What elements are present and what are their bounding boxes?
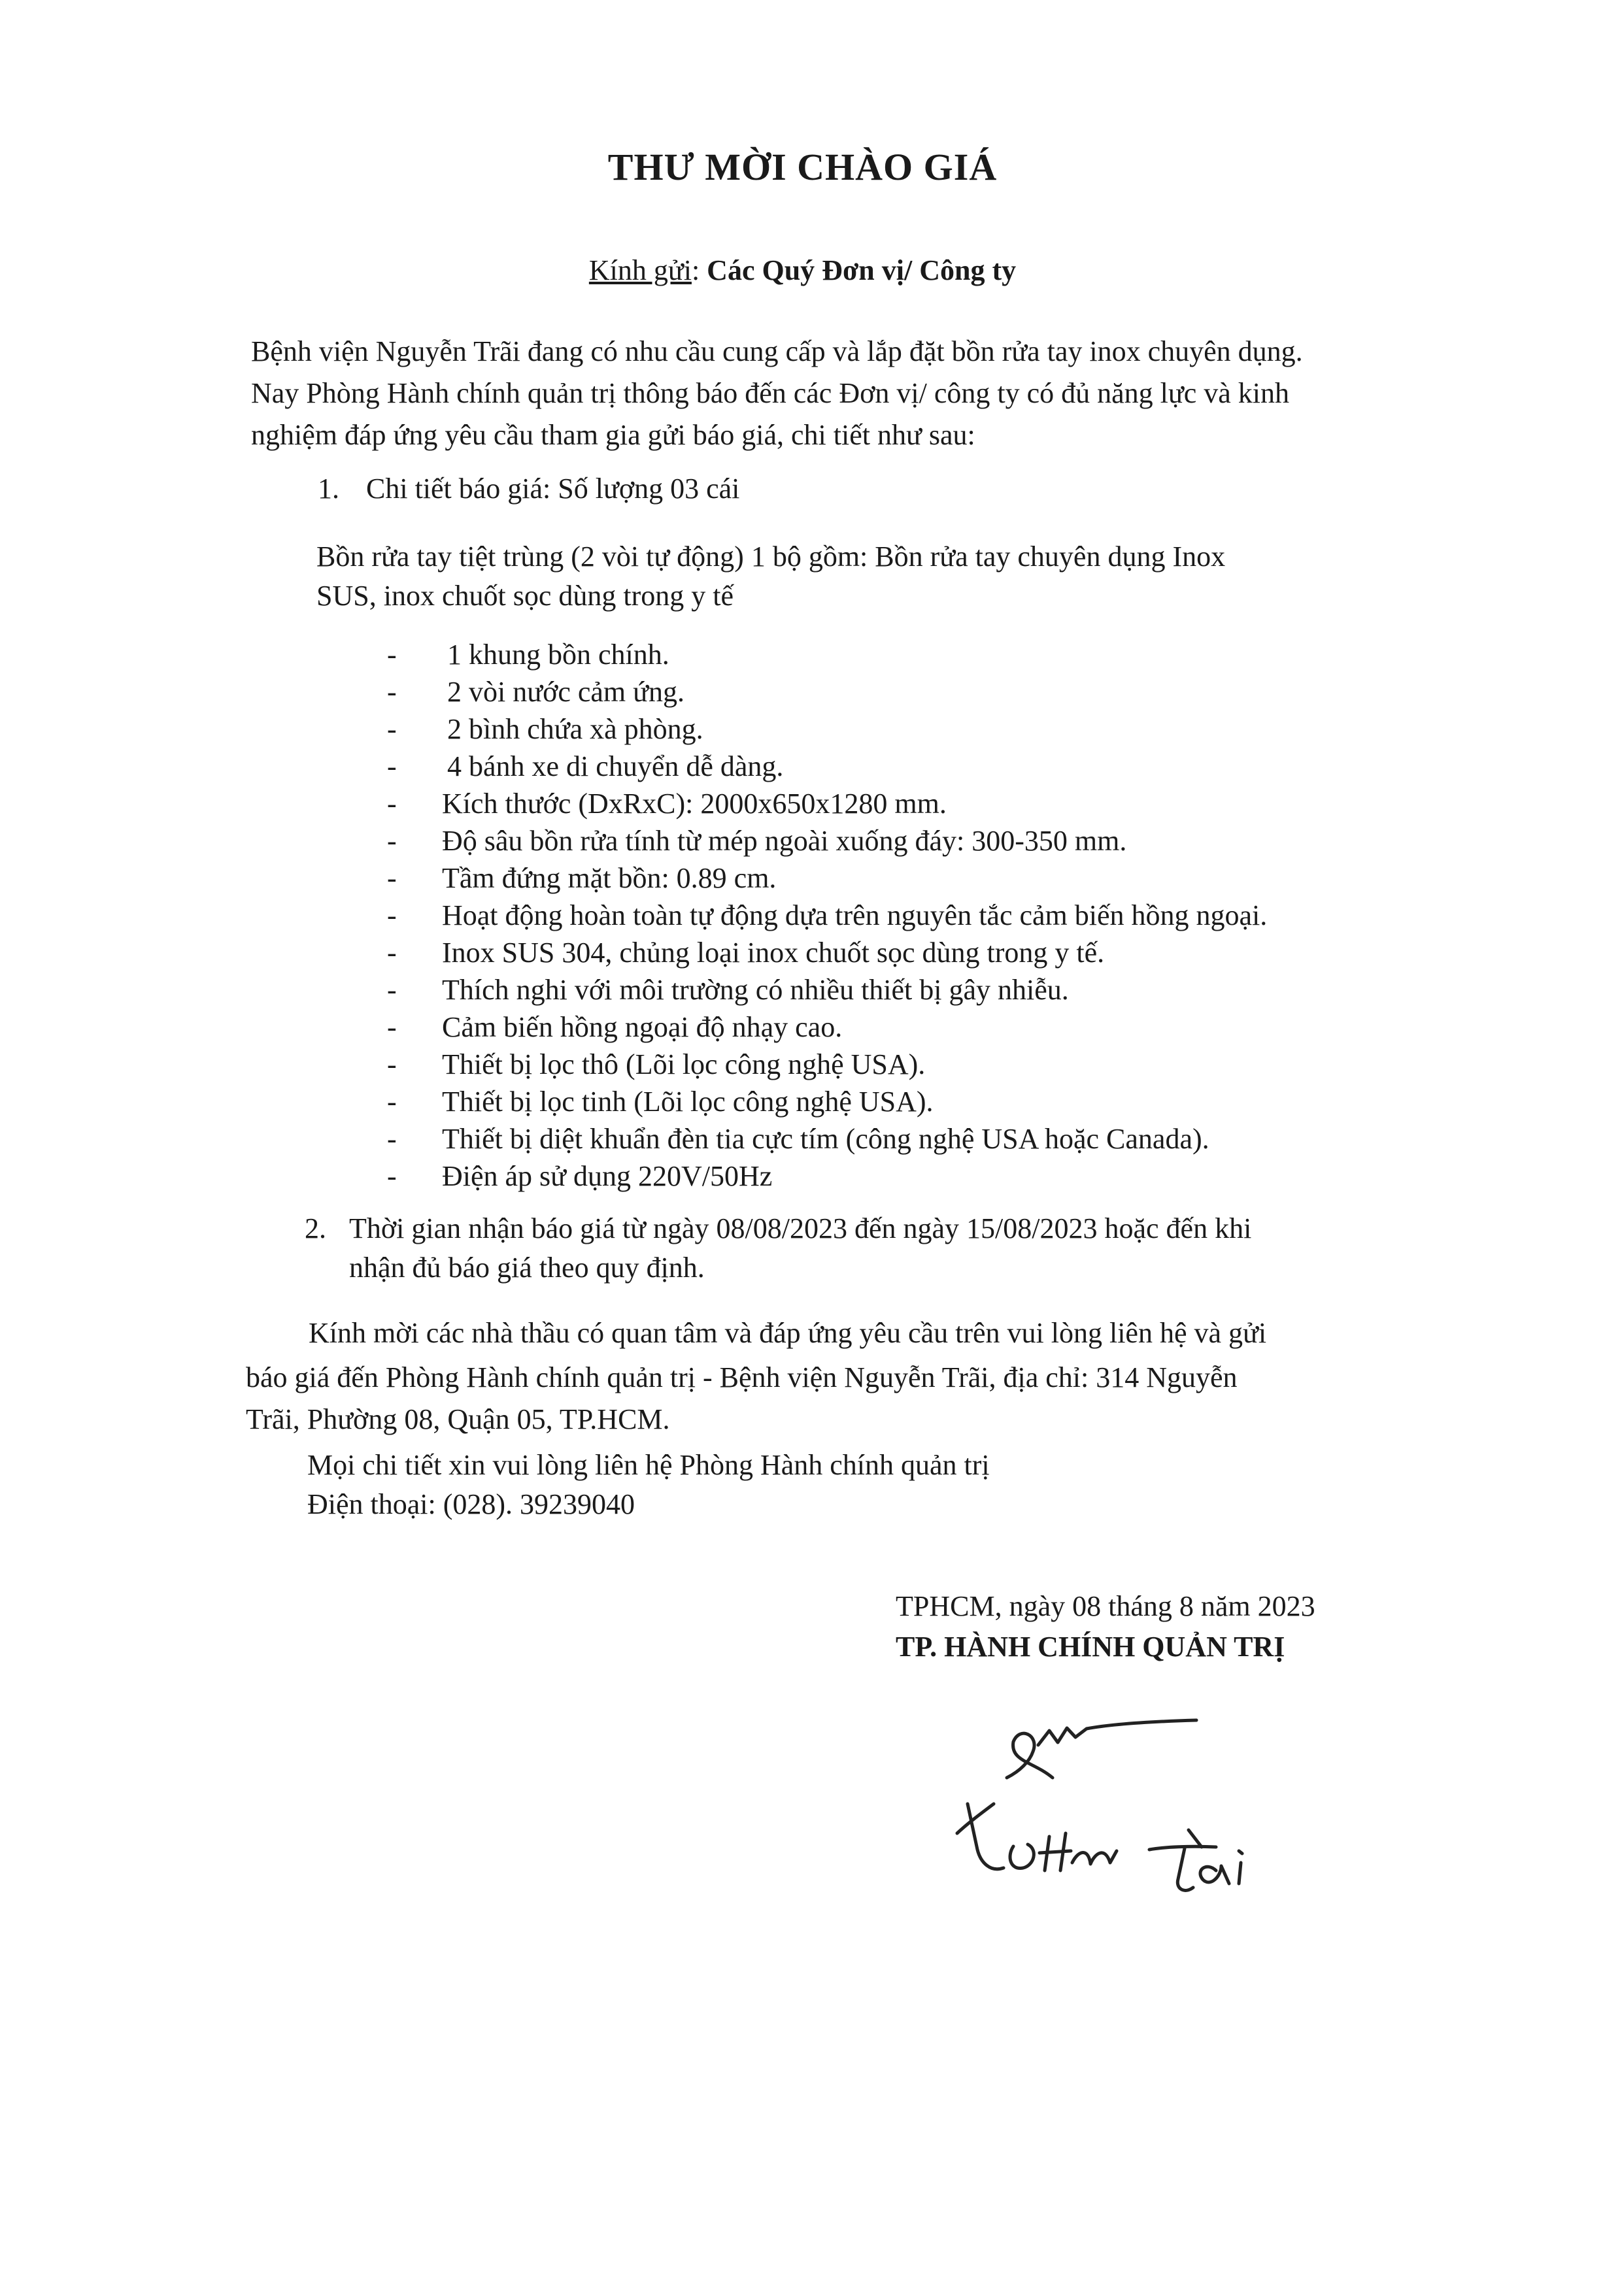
bullet-dash: - (387, 1160, 397, 1192)
bullet-dash: - (387, 639, 397, 671)
item-2-line: nhận đủ báo giá theo quy định. (349, 1252, 705, 1284)
intro-line: nghiệm đáp ứng yêu cầu tham gia gửi báo giá, chi tiết như sau: (251, 419, 975, 451)
bullet-dash: - (387, 1123, 397, 1155)
signature-place-date: TPHCM, ngày 08 tháng 8 năm 2023 (896, 1590, 1315, 1622)
bullet-dash: - (387, 825, 397, 857)
bullet-dash: - (387, 937, 397, 969)
spec-item-text: Hoạt động hoàn toàn tự động dựa trên nguyên tắc cảm biến hồng ngoại. (442, 899, 1268, 931)
product-description-line: Bồn rửa tay tiệt trùng (2 vòi tự động) 1 bộ gồm: Bồn rửa tay chuyên dụng Inox (316, 541, 1226, 573)
spec-item-text: 2 bình chứa xà phòng. (447, 713, 703, 745)
spec-item-text: Tầm đứng mặt bồn: 0.89 cm. (442, 862, 777, 894)
spec-item-text: Inox SUS 304, chủng loại inox chuốt sọc dùng trong y tế. (442, 937, 1105, 969)
bullet-dash: - (387, 1011, 397, 1043)
spec-item-text: Điện áp sử dụng 220V/50Hz (442, 1160, 773, 1192)
invitation-line: báo giá đến Phòng Hành chính quản trị - Bệnh viện Nguyễn Trãi, địa chỉ: 314 Nguyễn (246, 1361, 1238, 1393)
item-1-number: 1. (318, 473, 339, 505)
item-1-text: Chi tiết báo giá: Số lượng 03 cái (366, 473, 740, 505)
invitation-line: Kính mời các nhà thầu có quan tâm và đáp ứng yêu cầu trên vui lòng liên hệ và gửi (309, 1317, 1267, 1349)
spec-item-text: 4 bánh xe di chuyển dễ dàng. (447, 750, 784, 782)
bullet-dash: - (387, 676, 397, 708)
bullet-dash: - (387, 974, 397, 1006)
spec-item-text: Thiết bị diệt khuẩn đèn tia cực tím (công nghệ USA hoặc Canada). (442, 1123, 1209, 1155)
spec-item-text: 1 khung bồn chính. (447, 639, 669, 671)
invitation-line: Trãi, Phường 08, Quận 05, TP.HCM. (246, 1403, 670, 1435)
spec-item-text: Thiết bị lọc thô (Lõi lọc công nghệ USA). (442, 1048, 926, 1080)
document-title: THƯ MỜI CHÀO GIÁ (607, 146, 998, 188)
spec-item-text: Thiết bị lọc tinh (Lõi lọc công nghệ USA). (442, 1086, 934, 1118)
intro-line: Nay Phòng Hành chính quản trị thông báo đến các Đơn vị/ công ty có đủ năng lực và kinh (251, 377, 1289, 409)
contact-line: Mọi chi tiết xin vui lòng liên hệ Phòng Hành chính quản trị (307, 1449, 990, 1481)
intro-line: Bệnh viện Nguyễn Trãi đang có nhu cầu cung cấp và lắp đặt bồn rửa tay inox chuyên dụng. (251, 335, 1303, 367)
handwritten-signature (941, 1699, 1360, 1915)
spec-item-text: Độ sâu bồn rửa tính từ mép ngoài xuống đáy: 300-350 mm. (442, 825, 1127, 857)
salutation-separator: : (691, 254, 707, 286)
salutation-prefix: Kính gửi (588, 254, 692, 286)
contact-phone: Điện thoại: (028). 39239040 (307, 1488, 635, 1520)
product-description-line: SUS, inox chuốt sọc dùng trong y tế (316, 580, 734, 612)
bullet-dash: - (387, 1086, 397, 1118)
bullet-dash: - (387, 862, 397, 894)
item-2-line: Thời gian nhận báo giá từ ngày 08/08/2023 đến ngày 15/08/2023 hoặc đến khi (349, 1212, 1252, 1244)
salutation (0, 254, 1605, 287)
bullet-dash: - (387, 750, 397, 782)
item-2-number: 2. (305, 1212, 326, 1244)
bullet-dash: - (387, 713, 397, 745)
bullet-dash: - (387, 1048, 397, 1080)
salutation-recipient: Các Quý Đơn vị/ Công ty (707, 254, 1017, 286)
bullet-dash: - (387, 899, 397, 931)
spec-item-text: Thích nghi với môi trường có nhiều thiết bị gây nhiễu. (442, 974, 1069, 1006)
spec-item-text: Kích thước (DxRxC): 2000x650x1280 mm. (442, 788, 947, 820)
signature-title: TP. HÀNH CHÍNH QUẢN TRỊ (896, 1631, 1285, 1663)
spec-item-text: 2 vòi nước cảm ứng. (447, 676, 684, 708)
spec-item-text: Cảm biến hồng ngoại độ nhạy cao. (442, 1011, 843, 1043)
bullet-dash: - (387, 788, 397, 820)
